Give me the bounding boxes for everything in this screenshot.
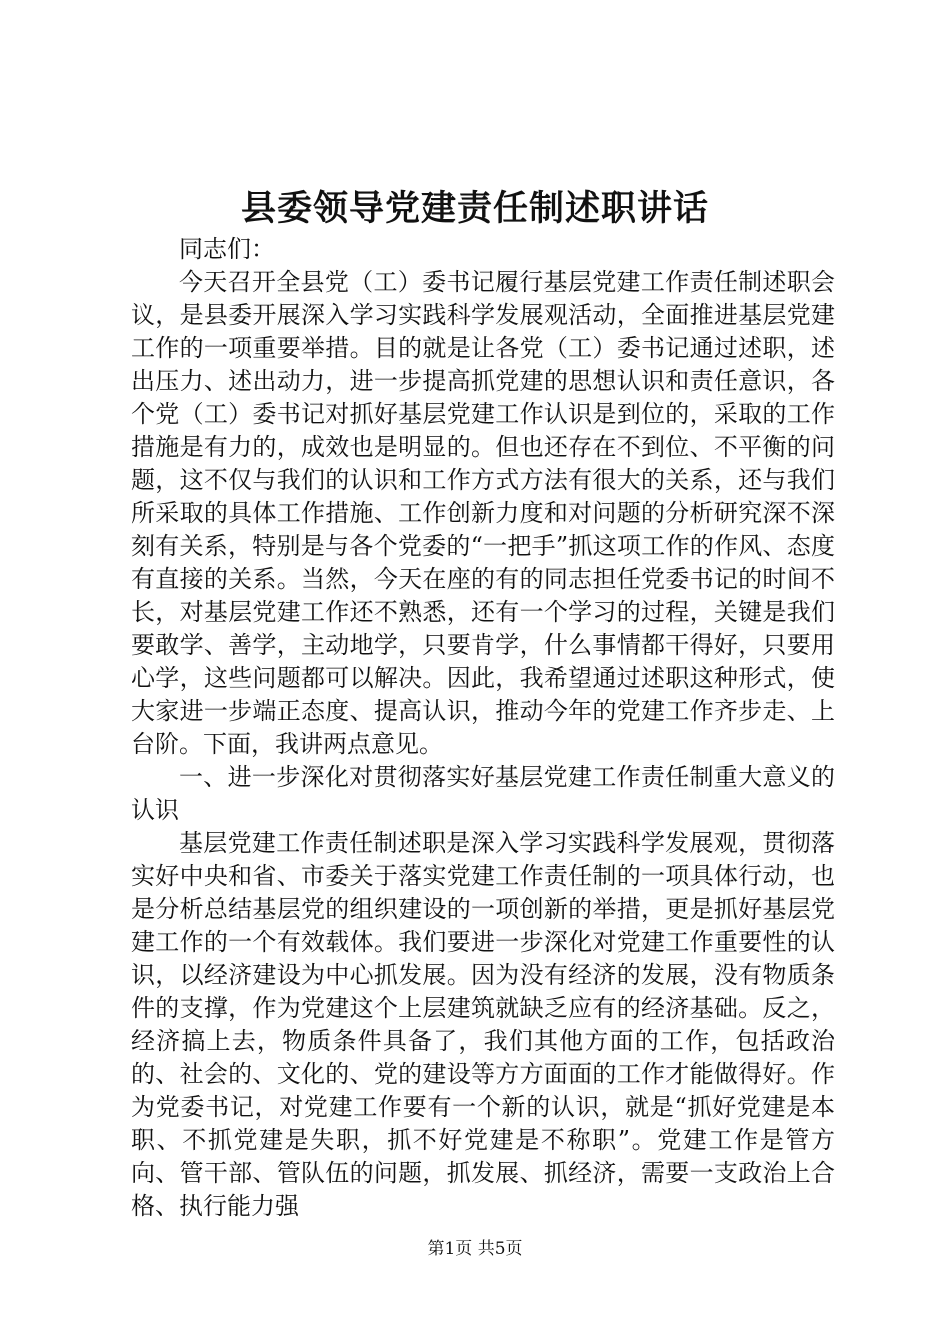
document-title: 县委领导党建责任制述职讲话 — [240, 188, 709, 229]
paragraph-intro: 今天召开全县党（工）委书记履行基层党建工作责任制述职会议，是县委开展深入学习实践科学发展观活动，全面推进基层党建工作的一项重要举措。目的就是让各党（工）委书记通过述职，述出压力、述出动力，进一步提高抓党建的思想认识和责任意识，各个党（工）委书记对抓好基层党建工作认识是到位的，采取的工作措施是有力的，成效也是明显的。但也还存在不到位、不平衡的问题，这不仅与我们的认识和工作方式方法有很大的关系，还与我们所采取的具体工作措施、工作创新力度和对问题的分析研究深不深刻有关系，特别是与各个党委的“一把手”抓这项工作的作风、态度有直接的关系。当然，今天在座的有的同志担任党委书记的时间不长，对基层党建工作还不熟悉，还有一个学习的过程，关键是我们要敢学、善学，主动地学，只要肯学，什么事情都干得好，只要用心学，这些问题都可以解决。因此，我希望通过述职这种形式，使大家进一步端正态度、提高认识，推动今年的党建工作齐步走、上台阶。下面，我讲两点意见。 — [131, 268, 835, 758]
section-heading-1: 一、进一步深化对贯彻落实好基层党建工作责任制重大意义的认识 — [131, 763, 835, 824]
page-indicator: 第1页 共5页 — [427, 1239, 523, 1259]
paragraph-section-1: 基层党建工作责任制述职是深入学习实践科学发展观，贯彻落实好中央和省、市委关于落实党建工作责任制的一项具体行动，也是分析总结基层党的组织建设的一项创新的举措，更是抓好基层党建工作的一个有效载体。我们要进一步深化对党建工作重要性的认识，以经济建设为中心抓发展。因为没有经济的发展，没有物质条件的支撑，作为党建这个上层建筑就缺乏应有的经济基础。反之，经济搞上去，物质条件具备了，我们其他方面的工作，包括政治的、社会的、文化的、党的建设等方方面面的工作才能做得好。作为党委书记，对党建工作要有一个新的认识，就是“抓好党建是本职、不抓党建是失职，抓不好党建是不称职”。党建工作是管方向、管干部、管队伍的问题，抓发展、抓经济，需要一支政治上合格、执行能力强 — [131, 829, 835, 1220]
document-body — [131, 233, 835, 1223]
salutation: 同志们： — [179, 235, 275, 263]
